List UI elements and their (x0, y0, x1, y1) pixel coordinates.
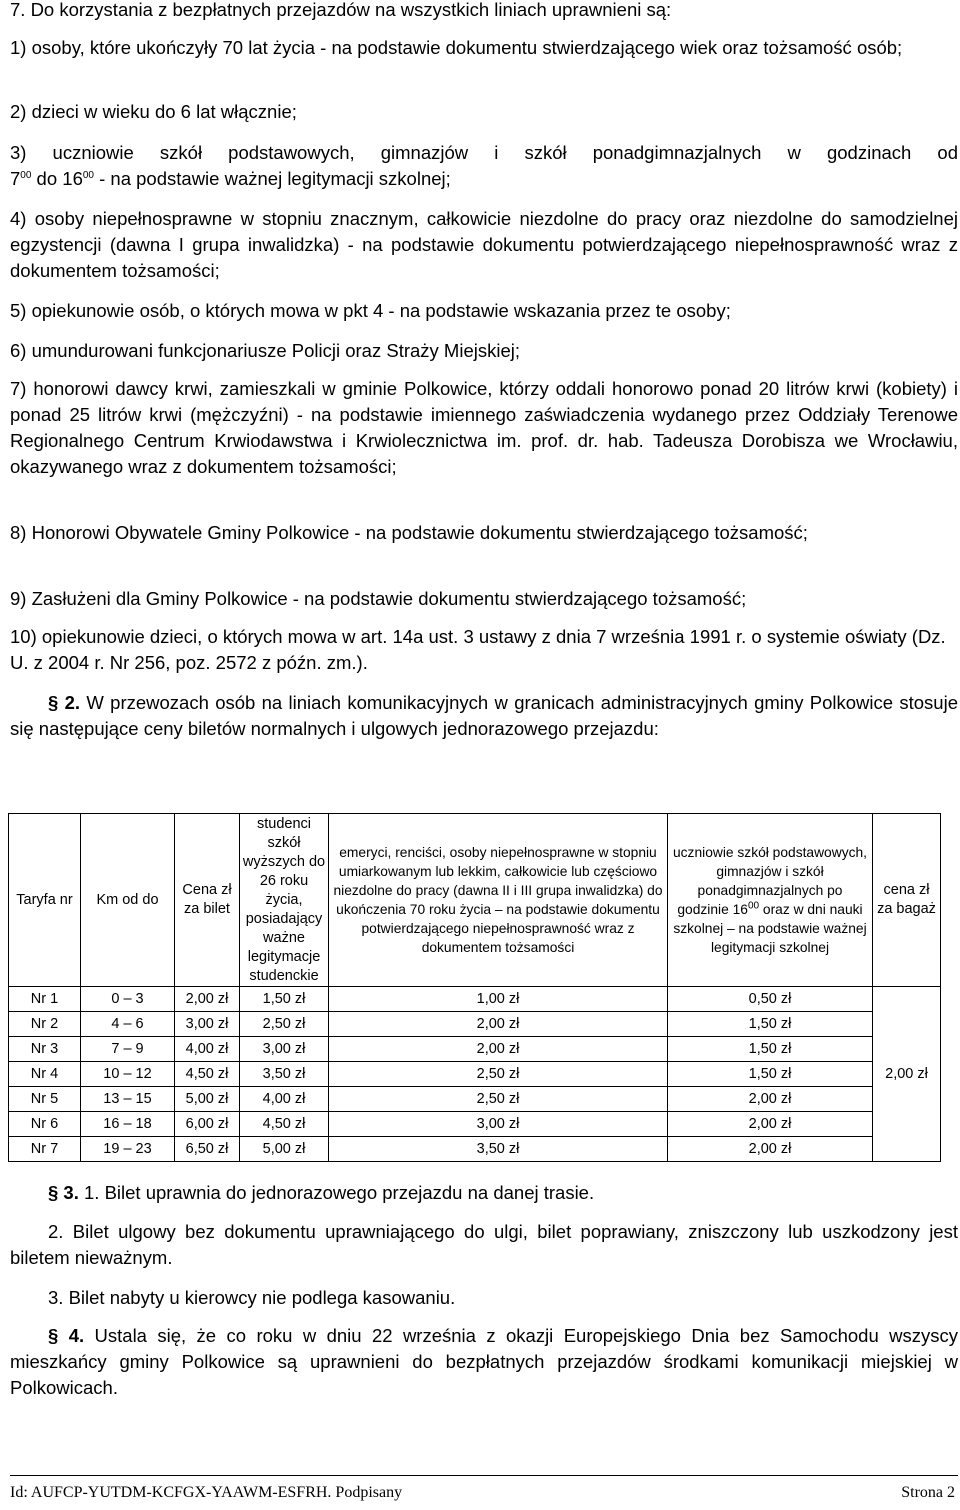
table-row (9, 1112, 941, 1137)
cell-nr: Nr 1 (9, 987, 81, 1012)
section4-mark: § 4. (48, 1325, 85, 1346)
cell-nr: Nr 2 (9, 1012, 81, 1037)
section3-p3: 3. Bilet nabyty u kierowcy nie podlega kasowaniu. (48, 1287, 456, 1308)
cell-emeryci: 3,50 zł (329, 1137, 668, 1162)
cell-km: 7 – 9 (81, 1037, 175, 1062)
section7-item-5: 5) opiekunowie osób, o których mowa w pkt 4 - na podstawie wskazania przez te osoby; (10, 300, 731, 321)
section3-p1: § 3. 1. Bilet uprawnia do jednorazowego przejazdu na danej trasie. (48, 1182, 595, 1203)
cell-cena: 2,00 zł (175, 987, 240, 1012)
cell-km: 0 – 3 (81, 987, 175, 1012)
cell-uczniowie: 2,00 zł (668, 1112, 873, 1137)
cell-emeryci: 2,00 zł (329, 1037, 668, 1062)
cell-cena: 4,50 zł (175, 1062, 240, 1087)
cell-cena: 6,50 zł (175, 1137, 240, 1162)
cell-emeryci: 2,00 zł (329, 1012, 668, 1037)
header-uczniowie: uczniowie szkół podstawowych, gimnazjów i szkół ponadgimnazjalnych po godzinie $16^{00}$ oraz w dni nauki szkolnej – na podstawie ważnej legitymacji szkolnej (668, 814, 873, 987)
table-row (9, 1087, 941, 1112)
cell-studenci: 4,00 zł (240, 1087, 329, 1112)
cell-cena: 4,00 zł (175, 1037, 240, 1062)
footer-divider (10, 1475, 958, 1476)
cell-nr: Nr 7 (9, 1137, 81, 1162)
cell-emeryci: 2,50 zł (329, 1062, 668, 1087)
cell-km: 19 – 23 (81, 1137, 175, 1162)
section7-item-4: 4) osoby niepełnosprawne w stopniu znacznym, całkowicie niezdolne do pracy oraz niezdolne do samodzielnej egzystencji (dawna I grupa inwalidzka) - na podstawie dokumentu potwierdzającego niepełnosprawność wraz z dokumentem tożsamości; (10, 208, 958, 281)
section7-heading: 7. Do korzystania z bezpłatnych przejazdów na wszystkich liniach uprawnieni są: (10, 0, 672, 20)
section4-paragraph: § 4. Ustala się, że co roku w dniu 22 września z okazji Europejskiego Dnia bez Samochodu wszyscy mieszkańcy gminy Polkowice są uprawnieni do bezpłatnych przejazdów środkami komunikacji miejskiej w Polkowicach. (10, 1325, 959, 1398)
cell-km: 4 – 6 (81, 1012, 175, 1037)
section7-item-3-line2: $7^{00}$ do $16^{00}$ - na podstawie ważnej legitymacji szkolnej; (10, 168, 451, 189)
fare-table (8, 813, 941, 1162)
cell-uczniowie: 2,00 zł (668, 1137, 873, 1162)
section7-item-2: 2) dzieci w wieku do 6 lat włącznie; (10, 101, 297, 122)
cell-studenci: 5,00 zł (240, 1137, 329, 1162)
cell-uczniowie: 2,00 zł (668, 1087, 873, 1112)
header-bagaz: cena zł za bagaż (873, 814, 941, 987)
cell-cena: 5,00 zł (175, 1087, 240, 1112)
cell-emeryci: 3,00 zł (329, 1112, 668, 1137)
section7-item-9: 9) Zasłużeni dla Gminy Polkowice - na podstawie dokumentu stwierdzającego tożsamość; (10, 588, 747, 609)
section7-item-6: 6) umundurowani funkcjonariusze Policji oraz Straży Miejskiej; (10, 340, 520, 361)
cell-studenci: 3,50 zł (240, 1062, 329, 1087)
section7-item-3 (10, 140, 958, 192)
cell-uczniowie: 1,50 zł (668, 1062, 873, 1087)
header-studenci: studenci szkół wyższych do 26 roku życia, posiadający ważne legitymacje studenckie (240, 814, 329, 987)
cell-cena: 3,00 zł (175, 1012, 240, 1037)
footer-page-number: Strona 2 (901, 1484, 955, 1501)
cell-km: 13 – 15 (81, 1087, 175, 1112)
table-row (9, 1012, 941, 1037)
cell-emeryci: 2,50 zł (329, 1087, 668, 1112)
cell-studenci: 3,00 zł (240, 1037, 329, 1062)
cell-cena: 6,00 zł (175, 1112, 240, 1137)
header-km: Km od do (81, 814, 175, 987)
table-header-row (9, 814, 941, 987)
section7-item-10: 10) opiekunowie dzieci, o których mowa w art. 14a ust. 3 ustawy z dnia 7 września 1991 r. o systemie oświaty (Dz. U. z 2004 r. Nr 256, poz. 2572 z późn. zm.). (10, 626, 946, 673)
cell-nr: Nr 3 (9, 1037, 81, 1062)
cell-studenci: 1,50 zł (240, 987, 329, 1012)
cell-nr: Nr 5 (9, 1087, 81, 1112)
cell-nr: Nr 6 (9, 1112, 81, 1137)
table-row (9, 1062, 941, 1087)
header-taryfa: Taryfa nr (9, 814, 81, 987)
section7-item-7: 7) honorowi dawcy krwi, zamieszkali w gminie Polkowice, którzy oddali honorowo ponad 20 litrów krwi (kobiety) i ponad 25 litrów krwi (mężczyźni) - na podstawie imiennego zaświadczenia wydanego przez Oddziały Terenowe Regionalnego Centrum Krwiodawstwa i Krwiolecznictwa im. prof. dr. hab. Tadeusza Dorobisza we Wrocławiu, okazywanego wraz z dokumentem tożsamości; (10, 378, 958, 477)
section3-mark: § 3. (48, 1182, 79, 1203)
cell-uczniowie: 1,50 zł (668, 1037, 873, 1062)
cell-km: 16 – 18 (81, 1112, 175, 1137)
table-row (9, 1037, 941, 1062)
cell-uczniowie: 1,50 zł (668, 1012, 873, 1037)
table-row (9, 987, 941, 1012)
section7-item-8: 8) Honorowi Obywatele Gminy Polkowice - na podstawie dokumentu stwierdzającego tożsamość; (10, 522, 808, 543)
cell-studenci: 4,50 zł (240, 1112, 329, 1137)
cell-bagaz: 2,00 zł (873, 987, 941, 1162)
header-emeryci: emeryci, renciści, osoby niepełnosprawne w stopniu umiarkowanym lub lekkim, całkowicie lub częściowo niezdolne do pracy (dawna II i III grupa inwalidzka) do ukończenia 70 roku życia – na podstawie dokumentu potwierdzającego niepełnosprawność wraz z dokumentem tożsamości (329, 814, 668, 987)
cell-studenci: 2,50 zł (240, 1012, 329, 1037)
section2-mark: § 2. (48, 692, 81, 713)
section3-p2: 2. Bilet ulgowy bez dokumentu uprawniającego do ulgi, bilet poprawiany, zniszczony lub uszkodzony jest biletem nieważnym. (10, 1221, 958, 1268)
table-row (9, 1137, 941, 1162)
footer-id: Id: AUFCP-YUTDM-KCFGX-YAAWM-ESFRH. Podpisany (10, 1484, 403, 1501)
cell-uczniowie: 0,50 zł (668, 987, 873, 1012)
section2-text: W przewozach osób na liniach komunikacyjnych w granicach administracyjnych gminy Polkowice stosuje się następujące ceny biletów normalnych i ulgowych jednorazowego przejazdu: (10, 692, 958, 739)
header-cena: Cena zł za bilet (175, 814, 240, 987)
cell-nr: Nr 4 (9, 1062, 81, 1087)
section7-item-1: 1) osoby, które ukończyły 70 lat życia - na podstawie dokumentu stwierdzającego wiek oraz tożsamość osób; (10, 37, 903, 58)
cell-emeryci: 1,00 zł (329, 987, 668, 1012)
section7-item-3-line1: 3) uczniowie szkół podstawowych, gimnazjów i szkół ponadgimnazjalnych w godzinach od (10, 142, 958, 163)
cell-km: 10 – 12 (81, 1062, 175, 1087)
section2-paragraph (10, 690, 958, 742)
